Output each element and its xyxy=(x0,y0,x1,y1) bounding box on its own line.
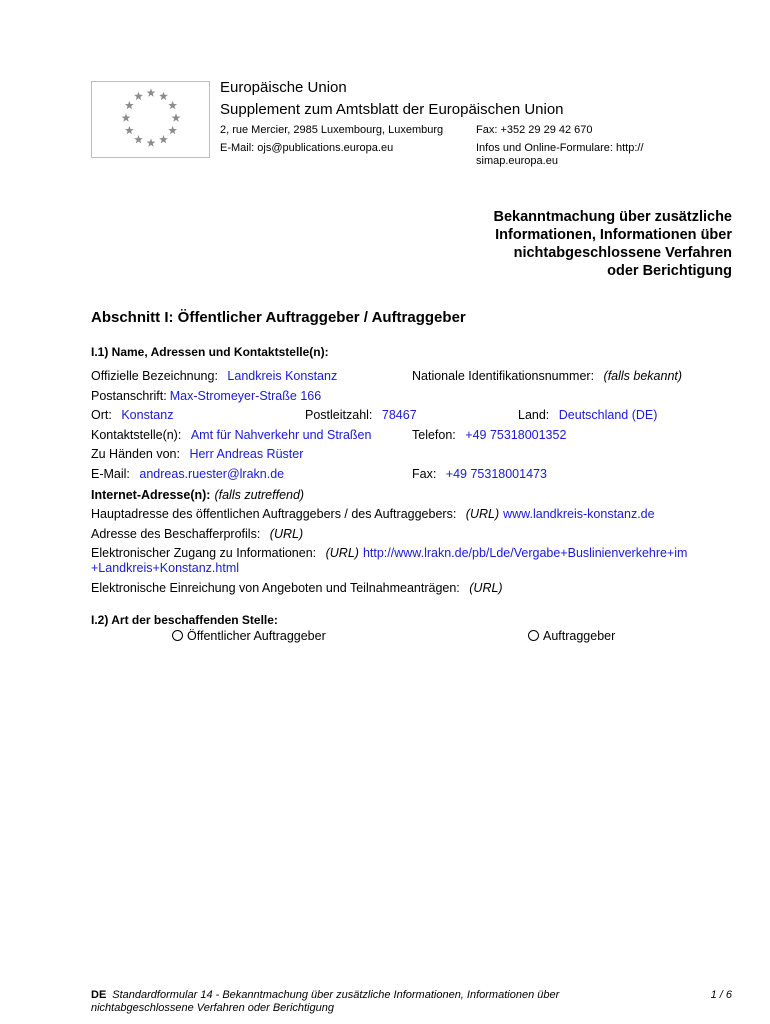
main-address-row xyxy=(91,507,655,521)
zip-row xyxy=(305,408,417,422)
eu-star-icon xyxy=(147,138,156,146)
main-address-url-hint: (URL) xyxy=(465,507,500,521)
header-supplement: Supplement zum Amtsblatt der Europäischen Union xyxy=(220,101,564,118)
contact-row xyxy=(91,428,371,442)
attention-row xyxy=(91,447,303,461)
option-contracting[interactable] xyxy=(528,629,615,643)
official-name-row xyxy=(91,369,337,383)
option-public-label: Öffentlicher Auftraggeber xyxy=(187,629,326,643)
main-address-label: Hauptadresse des öffentlichen Auftraggebers / des Auftraggebers: xyxy=(91,507,457,521)
internet-row xyxy=(91,488,304,502)
eu-star-icon xyxy=(125,101,134,109)
header-email: E-Mail: ojs@publications.europa.eu xyxy=(220,142,394,154)
eu-star-icon xyxy=(159,135,168,143)
electronic-access-link-cont[interactable]: +Landkreis+Konstanz.html xyxy=(91,561,240,575)
eu-star-icon xyxy=(147,88,156,96)
notice-title xyxy=(432,208,732,280)
header-infos-line2: simap.europa.eu xyxy=(476,155,558,167)
country-value: Deutschland (DE) xyxy=(558,408,658,422)
attention-value: Herr Andreas Rüster xyxy=(189,447,304,461)
eu-star-icon xyxy=(134,135,143,143)
internet-label: Internet-Adresse(n): xyxy=(91,488,211,502)
header-fax: Fax: +352 29 29 42 670 xyxy=(476,124,593,136)
main-address-link[interactable]: www.landkreis-konstanz.de xyxy=(503,507,655,521)
zip-value: 78467 xyxy=(381,408,417,422)
email-label: E-Mail: xyxy=(91,467,130,481)
notice-title-line3: nichtabgeschlossene Verfahren xyxy=(513,245,732,261)
country-label: Land: xyxy=(518,408,550,422)
subsection-1-title: I.1) Name, Adressen und Kontaktstelle(n): xyxy=(91,345,329,359)
email-row xyxy=(91,467,284,481)
city-value: Konstanz xyxy=(121,408,174,422)
electronic-access-url-hint: (URL) xyxy=(325,546,359,560)
eu-star-icon xyxy=(168,101,177,109)
postal-value: Max-Stromeyer-Straße 166 xyxy=(169,389,322,403)
electronic-access-row xyxy=(91,546,687,576)
electronic-submission-url-hint: (URL) xyxy=(469,581,503,595)
official-name-label: Offizielle Bezeichnung: xyxy=(91,369,218,383)
footer xyxy=(91,989,611,1015)
country-row xyxy=(518,408,657,422)
header-infos-line1: Infos und Online-Formulare: http:// xyxy=(476,142,644,154)
radio-contracting-icon[interactable] xyxy=(528,630,539,641)
header-org: Europäische Union xyxy=(220,79,347,96)
subsection-2-title: I.2) Art der beschaffenden Stelle: xyxy=(91,613,278,627)
option-public[interactable] xyxy=(172,629,326,643)
buyer-profile-url-hint: (URL) xyxy=(269,527,304,541)
fax-value: +49 75318001473 xyxy=(445,467,547,481)
eu-stars-icon xyxy=(92,82,209,157)
header-address: 2, rue Mercier, 2985 Luxembourg, Luxemburg xyxy=(220,124,444,136)
footer-text-line1: Standardformular 14 - Bekanntmachung über zusätzliche Informationen, Informationen über xyxy=(112,989,560,1001)
internet-hint: (falls zutreffend) xyxy=(214,488,305,502)
electronic-access-label: Elektronischer Zugang zu Informationen: xyxy=(91,546,317,560)
header-infos xyxy=(476,142,644,168)
eu-star-icon xyxy=(159,92,168,100)
electronic-access-link[interactable]: http://www.lrakn.de/pb/Lde/Vergabe+Buslinienverkehre+im xyxy=(362,546,688,560)
footer-lang: DE xyxy=(91,989,107,1001)
zip-label: Postleitzahl: xyxy=(305,408,373,422)
eu-star-icon xyxy=(122,113,131,121)
contact-label: Kontaktstelle(n): xyxy=(91,428,182,442)
eu-flag-logo xyxy=(91,81,210,158)
fax-label: Fax: xyxy=(412,467,437,481)
notice-title-line2: Informationen, Informationen über xyxy=(495,227,732,243)
electronic-submission-label: Elektronische Einreichung von Angeboten und Teilnahmeanträgen: xyxy=(91,581,460,595)
postal-label: Postanschrift: xyxy=(91,389,167,403)
option-contracting-label: Auftraggeber xyxy=(543,629,616,643)
page-number: 1 / 6 xyxy=(710,989,732,1001)
national-id-row xyxy=(412,369,682,383)
eu-star-icon xyxy=(125,126,134,134)
buyer-profile-label: Adresse des Beschafferprofils: xyxy=(91,527,261,541)
buyer-profile-row xyxy=(91,527,303,541)
national-id-label: Nationale Identifikationsnummer: xyxy=(412,369,595,383)
city-label: Ort: xyxy=(91,408,112,422)
email-link[interactable]: andreas.ruester@lrakn.de xyxy=(139,467,285,481)
footer-text-line2: nichtabgeschlossene Verfahren oder Berichtigung xyxy=(91,1002,334,1014)
eu-star-icon xyxy=(168,126,177,134)
postal-row xyxy=(91,389,321,403)
attention-label: Zu Händen von: xyxy=(91,447,180,461)
phone-row xyxy=(412,428,566,442)
eu-star-icon xyxy=(172,113,181,121)
city-row xyxy=(91,408,173,422)
eu-star-icon xyxy=(134,92,143,100)
official-name-value: Landkreis Konstanz xyxy=(227,369,338,383)
phone-value: +49 75318001352 xyxy=(465,428,567,442)
contact-value: Amt für Nahverkehr und Straßen xyxy=(190,428,372,442)
notice-title-line1: Bekanntmachung über zusätzliche xyxy=(493,209,732,225)
notice-title-line4: oder Berichtigung xyxy=(607,263,732,279)
fax-row xyxy=(412,467,547,481)
section-title: Abschnitt I: Öffentlicher Auftraggeber / Auftraggeber xyxy=(91,309,466,326)
electronic-submission-row xyxy=(91,581,503,595)
national-id-hint: (falls bekannt) xyxy=(603,369,683,383)
phone-label: Telefon: xyxy=(412,428,456,442)
radio-public-icon[interactable] xyxy=(172,630,183,641)
